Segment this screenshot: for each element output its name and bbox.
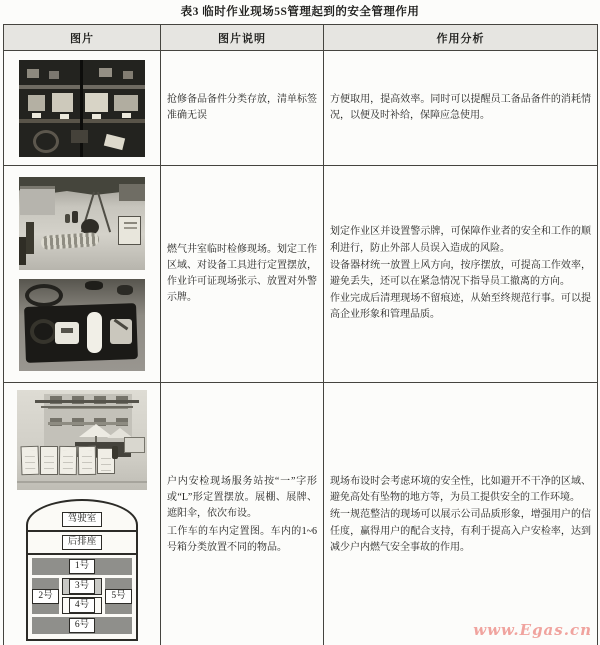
service-station-photo (17, 390, 147, 490)
box-2-area (32, 578, 59, 614)
label-tag (122, 113, 131, 118)
description-paragraph: 抢修备品备件分类存放，清单标签准确无误 (167, 93, 317, 121)
analysis-paragraph: 作业完成后清理现场不留痕迹，从始至终规范行事。可以提高企业形象和管理品质。 (330, 293, 591, 321)
pipe-rack (41, 406, 133, 408)
sign-text-line (124, 222, 137, 224)
analysis-paragraph: 划定作业区并设置警示牌，可保障作业者的安全和工作的顺利进行，防止外部人员误入造成的风险。 (330, 226, 591, 254)
well-repair-site-photo (19, 177, 145, 270)
description-paragraph: 户内安检现场服务站按“一”字形或“L”形定置摆放。展棚、展牌、遮阳伞，依次布设。 (167, 476, 317, 520)
cab-label: 驾驶室 (62, 512, 103, 527)
box-1-area (32, 558, 132, 575)
worker-figure (72, 211, 78, 223)
box-3-label: 3号 (69, 579, 95, 594)
col-header-image: 图片 (4, 25, 161, 51)
foreground-post (19, 237, 26, 265)
box-5-label: 5号 (105, 589, 131, 604)
inventory-book (104, 133, 125, 149)
label-tag (32, 113, 41, 118)
display-board (59, 445, 78, 474)
analysis-paragraph: 统一规范整洁的现场可以展示公司品质形象，增强用户的信任度，赢得用户的配合支持，有利于提高入户安检率，达到减少户内燃气安全事故的作用。 (330, 509, 591, 553)
tripod-leg (97, 192, 111, 233)
device (55, 322, 79, 344)
description-cell-2 (161, 166, 324, 383)
shelf-item (123, 71, 133, 79)
meter-box (52, 93, 73, 112)
meter-box (28, 95, 45, 111)
description-paragraph: 工作车的车内定置图。车内的1~6号箱分类放置不同的物品。 (167, 525, 317, 553)
analysis-paragraph: 现场布设时会考虑环境的安全性，比如避开不干净的区域、避免高处有坠物的地方等，为员工提供安全的工作环境。 (330, 476, 591, 504)
shelf-item (49, 71, 59, 79)
col-header-analysis: 作用分析 (324, 25, 598, 51)
vehicle-rear-seat-section (28, 532, 136, 555)
analysis-paragraph: 方便取用，提高效率。同时可以提醒员工备品备件的消耗情况，以便及时补给，保障应急使用。 (330, 93, 591, 121)
cable-coil (25, 284, 63, 307)
analysis-cell-2 (324, 166, 598, 383)
ground-line (17, 481, 147, 483)
table-row-service-station (4, 383, 598, 645)
meter-box (114, 95, 138, 111)
image-cell-1 (4, 51, 161, 166)
rear-seat-label: 后排座 (62, 535, 103, 550)
box-3-area (62, 578, 102, 595)
sign-text-line (124, 227, 137, 229)
website-watermark: www.Egas.cn (473, 621, 592, 639)
vehicle-center-column (62, 578, 102, 614)
foreground-post (26, 222, 34, 254)
image-cell-3 (4, 383, 161, 645)
shelf-item (99, 68, 112, 77)
description-cell-3 (161, 383, 324, 645)
corrugated-pipe (41, 232, 100, 250)
shelf-item (27, 69, 39, 78)
storage-shelf-photo (19, 60, 145, 157)
device (87, 312, 102, 353)
box-4-label: 4号 (69, 598, 95, 613)
analysis-cell-3 (324, 383, 598, 645)
vehicle-middle-section (32, 578, 132, 614)
col-header-description: 图片说明 (161, 25, 324, 51)
box-2-label: 2号 (32, 589, 58, 604)
box-6-area (32, 617, 132, 634)
box-4-area (62, 597, 102, 614)
device-slot (61, 328, 73, 333)
display-board (40, 446, 58, 475)
building (20, 186, 55, 215)
pedestrian-figure (112, 446, 118, 459)
service-van (124, 437, 145, 453)
pipe-rack (35, 400, 139, 403)
hose-coil (30, 319, 57, 344)
meter-box (85, 93, 108, 112)
analysis-cell-1 (324, 51, 598, 166)
shed (119, 184, 145, 201)
image-cell-2 (4, 166, 161, 383)
table-row-well-repair (4, 166, 598, 383)
description-cell-1 (161, 51, 324, 166)
cable-blob (85, 281, 103, 290)
display-board (20, 445, 39, 475)
warning-sign (118, 216, 141, 245)
analysis-paragraph: 设备器材统一放置上风方向，按序摆放，可提高工作效率，避免丢失，还可以在紧急情况下指导员工撤离的方向。 (330, 259, 591, 287)
vehicle-layout-diagram (26, 499, 138, 641)
equipment-mat-photo (19, 279, 145, 371)
5s-management-table (3, 24, 598, 645)
hose-coil (33, 130, 59, 153)
description-paragraph: 燃气井室临时检修现场。划定工作区域、对设备工具进行定置摆放，作业许可证现场张示、放置对外警示牌。 (167, 243, 317, 304)
table-title: 表3 临时作业现场5S管理起到的安全管理作用 (180, 6, 420, 18)
header-row (4, 25, 598, 51)
worker-figure (65, 214, 70, 223)
label-tag (92, 114, 101, 119)
box-6-label: 6号 (69, 618, 95, 633)
vehicle-cab-section (28, 501, 136, 533)
label-tag (60, 114, 69, 119)
display-board (78, 445, 97, 474)
parts-box (71, 130, 88, 143)
box-1-label: 1号 (69, 559, 95, 574)
box-5-area (105, 578, 132, 614)
cable-blob (117, 285, 133, 295)
table-row-spare-parts (4, 51, 598, 166)
